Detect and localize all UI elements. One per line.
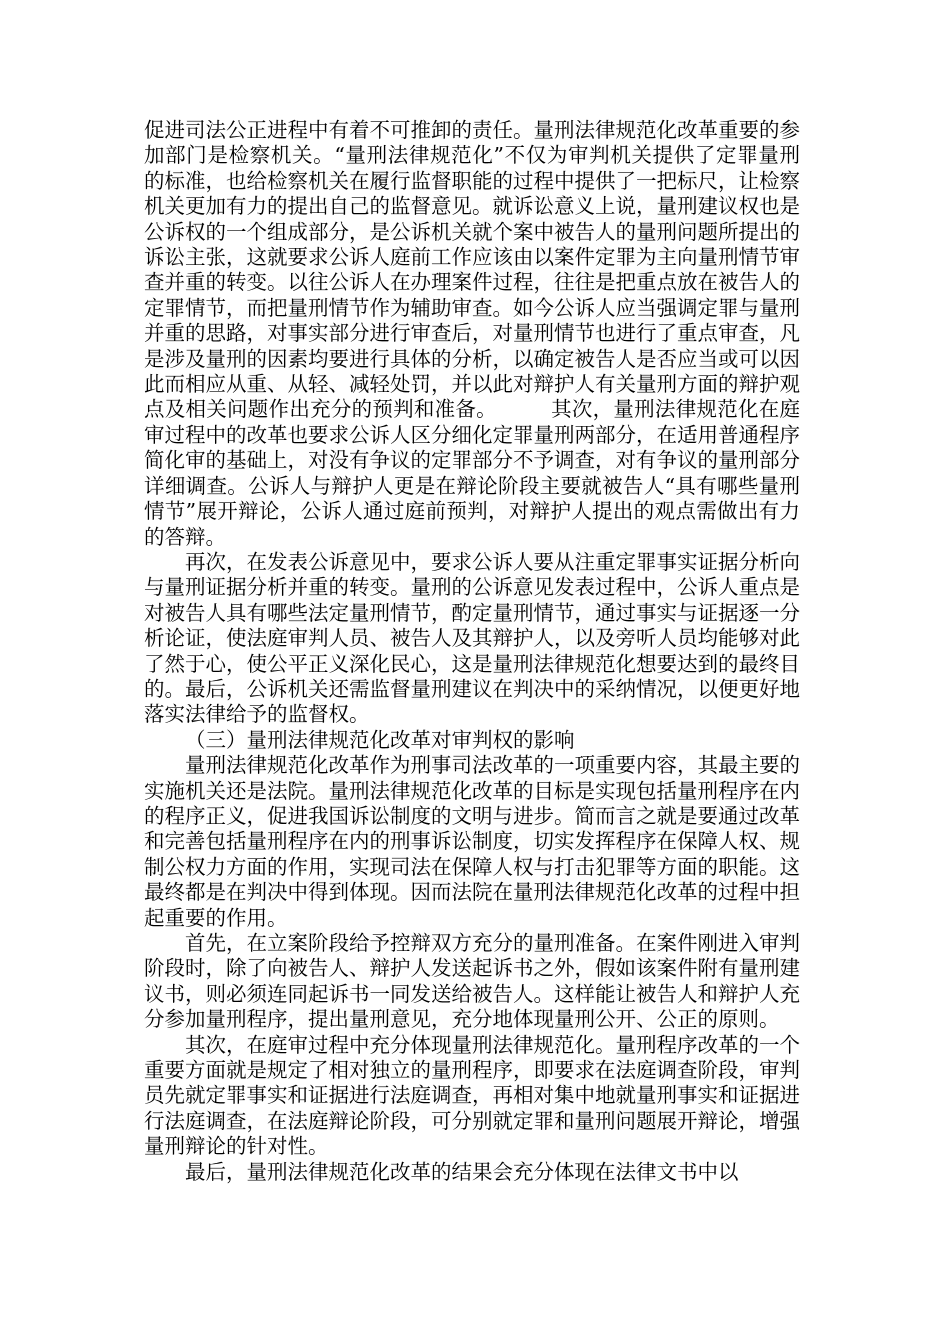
document-body — [144, 118, 800, 1185]
section-heading-trial-power: （三）量刑法律规范化改革对审判权的影响 — [185, 727, 575, 752]
paragraph-legal-documents: 最后，量刑法律规范化改革的结果会充分体现在法律文书中以 — [185, 1159, 739, 1184]
paragraph-public-prosecution-opinion: 再次，在发表公诉意见中，要求公诉人要从注重定罪事实证据分析向与量刑证据分析并重的转变。量刑的公诉意见发表过程中，公诉人重点是对被告人具有哪些法定量刑情节，酌定量刑情节，通过事实与证据逐一分析论证，使法庭审判人员、被告人及其辩护人，以及旁听人员均能够对此了然于心，使公平正义深化民心，这是量刑法律规范化想要达到的最终目的。最后，公诉机关还需监督量刑建议在判决中的采纳情况，以便更好地落实法律给予的监督权。 — [144, 549, 800, 727]
paragraph-trial-process: 其次，在庭审过程中充分体现量刑法律规范化。量刑程序改革的一个重要方面就是规定了相对独立的量刑程序，即要求在法庭调查阶段，审判员先就定罪事实和证据进行法庭调查，再相对集中地就量刑事实和证据进行法庭调查，在法庭辩论阶段，可分别就定罪和量刑问题展开辩论，增强量刑辩论的针对性。 — [144, 1032, 800, 1159]
paragraph-court-implementation: 量刑法律规范化改革作为刑事司法改革的一项重要内容，其最主要的实施机关还是法院。量刑法律规范化改革的目标是实现包括量刑程序在内的程序正义，促进我国诉讼制度的文明与进步。简而言之就是要通过改革和完善包括量刑程序在内的刑事诉讼制度，切实发挥程序在保障人权、规制公权力方面的作用，实现司法在保障人权与打击犯罪等方面的职能。这最终都是在判决中得到体现。因而法院在量刑法律规范化改革的过程中担起重要的作用。 — [144, 753, 800, 930]
paragraph-filing-stage: 首先，在立案阶段给予控辩双方充分的量刑准备。在案件刚进入审判阶段时，除了向被告人、辩护人发送起诉书之外，假如该案件附有量刑建议书，则必须连同起诉书一同发送给被告人。这样能让被告人和辩护人充分参加量刑程序，提出量刑意见，充分地体现量刑公开、公正的原则。 — [144, 931, 800, 1032]
paragraph-prosecution-role: 促进司法公正进程中有着不可推卸的责任。量刑法律规范化改革重要的参加部门是检察机关。“量刑法律规范化”不仅为审判机关提供了定罪量刑的标准，也给检察机关在履行监督职能的过程中提供了一把标尺，让检察机关更加有力的提出自己的监督意见。就诉讼意义上说，量刑建议权也是公诉权的一个组成部分，是公诉机关就个案中被告人的量刑问题所提出的诉讼主张，这就要求公诉人庭前工作应该由以案件定罪为主向量刑情节审查并重的转变。以往公诉人在办理案件过程，往往是把重点放在被告人的定罪情节，而把量刑情节作为辅助审查。如今公诉人应当强调定罪与量刑并重的思路，对事实部分进行审查后，对量刑情节也进行了重点审查，凡是涉及量刑的因素均要进行具体的分析，以确定被告人是否应当或可以因此而相应从重、从轻、减轻处罚，并以此对辩护人有关量刑方面的辩护观点及相关问题作出充分的预判和准备。 其次，量刑法律规范化在庭审过程中的改革也要求公诉人区分细化定罪量刑两部分，在适用普通程序简化审的基础上，对没有争议的定罪部分不予调查，对有争议的量刑部分详细调查。公诉人与辩护人更是在辩论阶段主要就被告人“具有哪些量刑情节”展开辩论，公诉人通过庭前预判，对辩护人提出的观点需做出有力的答辩。 — [144, 118, 800, 549]
